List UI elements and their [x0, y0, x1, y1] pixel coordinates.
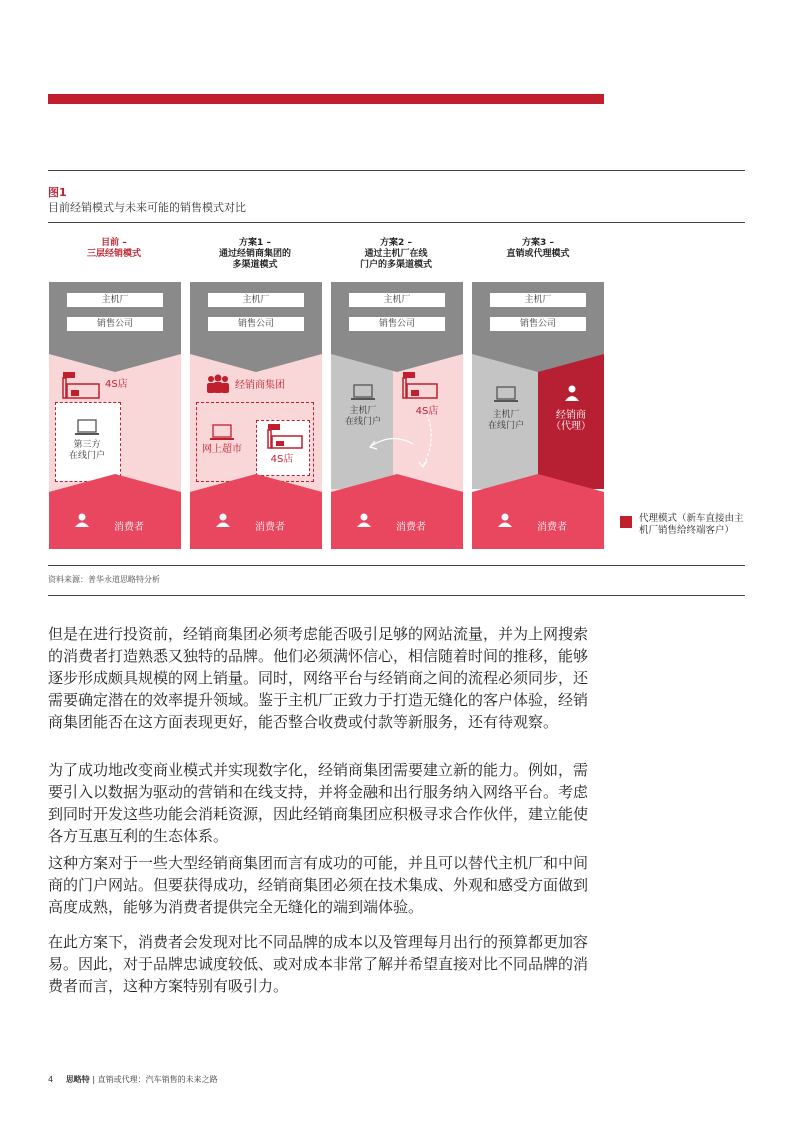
oem-box: 主机厂 — [490, 293, 586, 307]
consumer-label: 消费者 — [114, 522, 144, 533]
body-paragraph: 这种方案对于一些大型经销商集团而言有成功的可能，并且可以替代主机厂和中间商的门户网站。但要获得成功，经销商集团必须在技术集成、外观和感受方面做到高度成熟，能够为消费者提供完全无缝化的端到端体验。 — [48, 854, 589, 916]
top-accent-bar — [48, 94, 604, 104]
sales-company-box: 销售公司 — [349, 317, 445, 331]
agent-label: 经销商 （代理） — [551, 410, 591, 432]
laptop-icon — [210, 424, 234, 444]
footer-title: 直销或代理：汽车销售的未来之路 — [97, 1075, 218, 1084]
person-icon — [565, 385, 579, 401]
dealer-group-label: 经销商集团 — [235, 380, 285, 391]
portal-label: 主机厂 在线门户 — [344, 406, 381, 427]
column-option-3 — [472, 282, 604, 549]
oem-box: 主机厂 — [208, 293, 304, 307]
car-store-icon — [61, 368, 101, 402]
figure-title: 目前经销模式与未来可能的销售模式对比 — [48, 201, 246, 214]
flow-arrows — [363, 410, 443, 470]
consumer-band — [190, 474, 322, 549]
page-footer: 4 思略特 | 直销或代理：汽车销售的未来之路 — [48, 1075, 218, 1084]
mall-label: 网上超市 — [202, 444, 242, 455]
column-option-1 — [190, 282, 322, 549]
dealer-group-icon — [206, 374, 230, 394]
body-paragraph: 为了成功地改变商业模式并实现数字化，经销商集团需要建立新的能力。例如，需要引入以数据为驱动的营销和在线支持，并将金融和出行服务纳入网络平台。考虑到同时开发这些功能会消耗资源，因此经销商集团应积极寻求合作伙伴，建立能使各方互惠互利的生态体系。 — [48, 761, 589, 845]
legend-swatch — [620, 516, 632, 528]
column-heading: 目前 – 三层经销模式 — [86, 238, 141, 259]
consumer-label: 消费者 — [537, 522, 567, 533]
column-option-2 — [331, 282, 463, 549]
divider — [48, 595, 745, 596]
portal-label: 主机厂 在线门户 — [487, 410, 524, 431]
body-paragraph: 但是在进行投资前，经销商集团必须考虑能否吸引足够的网站流量，并为上网搜索的消费者打造熟悉又独特的品牌。他们必须满怀信心，相信随着时间的推移，能够逐步形成颇具规模的网上销量。同时，网络平台与经销商之间的流程必须同步，还需要确定潜在的效率提升领域。鉴于主机厂正致力于打造无缝化的客户体验，经销商集团能否在这方面表现更好，能否整合收费或付款等新服务，还有待观察。 — [48, 625, 589, 731]
legend-label: 代理模式（新车直接由主机厂销售给终端客户） — [639, 513, 744, 536]
car-store-icon — [401, 370, 441, 402]
consumer-label: 消费者 — [255, 522, 285, 533]
oem-band — [331, 282, 463, 374]
column-heading: 方案2 – 通过主机厂在线 门户的多渠道模式 — [359, 238, 432, 270]
consumer-label: 消费者 — [396, 522, 426, 533]
store-label: 4S店 — [105, 379, 128, 390]
laptop-icon — [75, 419, 99, 439]
laptop-icon — [351, 384, 375, 404]
divider — [48, 170, 745, 171]
figure-number: 图1 — [48, 186, 67, 199]
sales-company-box: 销售公司 — [208, 317, 304, 331]
portal-label: 第三方 在线门户 — [68, 440, 105, 461]
store-label: 4S店 — [270, 454, 294, 465]
oem-box: 主机厂 — [349, 293, 445, 307]
oem-band — [49, 282, 181, 374]
oem-band — [472, 282, 604, 374]
page-number: 4 — [48, 1075, 54, 1084]
footer-brand: 思略特 — [65, 1075, 90, 1084]
divider — [48, 565, 745, 566]
body-paragraph: 在此方案下，消费者会发现对比不同品牌的成本以及管理每月出行的预算都更加容易。因此，对于品牌忠诚度较低、或对成本非常了解并希望直接对比不同品牌的消费者而言，这种方案特别有吸引力。 — [48, 933, 589, 995]
oem-box: 主机厂 — [67, 293, 163, 307]
column-heading: 方案1 – 通过经销商集团的 多渠道模式 — [218, 238, 291, 270]
sales-company-box: 销售公司 — [67, 317, 163, 331]
store-label: 4S店 — [415, 406, 439, 417]
sales-company-box: 销售公司 — [490, 317, 586, 331]
laptop-icon — [494, 386, 518, 406]
column-current — [49, 282, 181, 549]
source-note: 资料来源：普华永道思略特分析 — [48, 575, 160, 584]
consumer-band — [472, 474, 604, 549]
column-heading: 方案3 – 直销或代理模式 — [506, 238, 570, 259]
consumer-band — [49, 474, 181, 549]
oem-band — [190, 282, 322, 374]
consumer-band — [331, 474, 463, 549]
divider — [48, 222, 745, 223]
car-store-icon — [266, 422, 306, 452]
